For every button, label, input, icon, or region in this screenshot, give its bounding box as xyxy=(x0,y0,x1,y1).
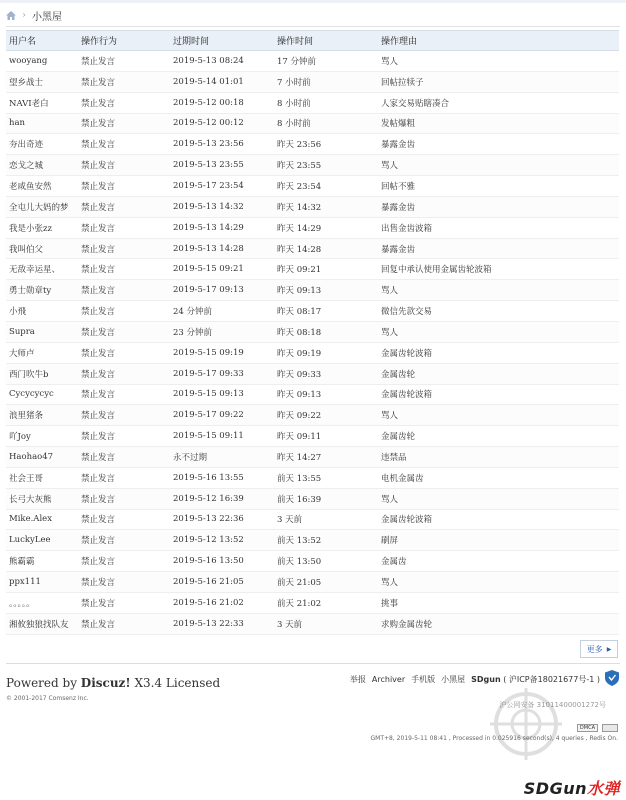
cell-reason: 金属齿轮波箱 xyxy=(378,384,619,405)
cell-optime: 昨天 09:33 xyxy=(274,363,378,384)
dmca-badge[interactable]: DMCA xyxy=(577,724,598,732)
table-row xyxy=(6,551,619,572)
table-row xyxy=(6,447,619,468)
cell-reason: 骂人 xyxy=(378,405,619,426)
top-bar xyxy=(0,0,626,3)
cell-reason: 回帖不雅 xyxy=(378,176,619,197)
cell-user[interactable]: 浪里猪条 xyxy=(6,405,78,426)
cell-user[interactable]: 夯出奇迹 xyxy=(6,134,78,155)
cell-optime: 昨天 09:13 xyxy=(274,384,378,405)
cell-optime: 昨天 23:56 xyxy=(274,134,378,155)
site-icp: ( 沪ICP备18021677号-1 ) xyxy=(503,675,600,684)
cell-expire: 2019-5-16 13:50 xyxy=(170,551,274,572)
table-row xyxy=(6,405,619,426)
cell-optime: 前天 16:39 xyxy=(274,488,378,509)
footer-link-mobile[interactable]: 手机版 xyxy=(411,675,436,684)
table-row xyxy=(6,155,619,176)
cell-optime: 昨天 23:54 xyxy=(274,176,378,197)
cell-user[interactable]: 我是小张zz xyxy=(6,217,78,238)
cell-action: 禁止发言 xyxy=(78,259,170,280)
cell-optime: 8 小时前 xyxy=(274,92,378,113)
cell-optime: 昨天 09:13 xyxy=(274,280,378,301)
cell-expire: 2019-5-13 22:36 xyxy=(170,509,274,530)
cell-user[interactable]: 长弓大灰熊 xyxy=(6,488,78,509)
cell-user[interactable]: han xyxy=(6,113,78,134)
cell-expire: 2019-5-13 14:29 xyxy=(170,217,274,238)
cell-expire: 2019-5-12 13:52 xyxy=(170,530,274,551)
table-row xyxy=(6,363,619,384)
cell-user[interactable]: 大师卢 xyxy=(6,342,78,363)
cell-reason: 求购金属齿轮 xyxy=(378,613,619,634)
cell-reason: 骂人 xyxy=(378,155,619,176)
cell-user[interactable]: 。。。。。 xyxy=(6,592,78,613)
cell-user[interactable]: 无敌幸运星、 xyxy=(6,259,78,280)
cell-reason: 暴露金齿 xyxy=(378,238,619,259)
table-row xyxy=(6,467,619,488)
cell-reason: 挑事 xyxy=(378,592,619,613)
cell-action: 禁止发言 xyxy=(78,217,170,238)
cell-expire: 2019-5-13 23:55 xyxy=(170,155,274,176)
cell-action: 禁止发言 xyxy=(78,426,170,447)
cell-optime: 3 天前 xyxy=(274,509,378,530)
cell-reason: 暴露金齿 xyxy=(378,134,619,155)
cell-expire: 23 分钟前 xyxy=(170,321,274,342)
cell-optime: 前天 13:55 xyxy=(274,467,378,488)
cell-user[interactable]: NAVI老白 xyxy=(6,92,78,113)
watermark-part-a: SDGun xyxy=(523,779,587,798)
table-row xyxy=(6,217,619,238)
cell-action: 禁止发言 xyxy=(78,488,170,509)
cell-user[interactable]: Supra xyxy=(6,321,78,342)
cell-reason: 电机金属齿 xyxy=(378,467,619,488)
table-row xyxy=(6,384,619,405)
cell-reason: 金属齿轮波箱 xyxy=(378,342,619,363)
watermark-text xyxy=(524,776,620,799)
cell-user[interactable]: 社会王哥 xyxy=(6,467,78,488)
cell-reason: 刷屏 xyxy=(378,530,619,551)
cell-optime: 前天 21:05 xyxy=(274,572,378,593)
cell-expire: 2019-5-16 21:02 xyxy=(170,592,274,613)
cell-expire: 2019-5-12 00:18 xyxy=(170,92,274,113)
cell-optime: 昨天 14:29 xyxy=(274,217,378,238)
table-header-row xyxy=(6,31,619,51)
cell-action: 禁止发言 xyxy=(78,509,170,530)
cell-action: 禁止发言 xyxy=(78,196,170,217)
cell-reason: 金属齿轮 xyxy=(378,426,619,447)
table-row xyxy=(6,280,619,301)
more-button-label: 更多 xyxy=(586,644,603,654)
cell-action: 禁止发言 xyxy=(78,447,170,468)
cell-reason: 回复中承认使用金属齿轮波箱 xyxy=(378,259,619,280)
watermark-crosshair-icon xyxy=(490,688,562,760)
cell-action: 禁止发言 xyxy=(78,551,170,572)
cell-action: 禁止发言 xyxy=(78,238,170,259)
cell-user[interactable]: 吖Joy xyxy=(6,426,78,447)
cell-reason: 骂人 xyxy=(378,51,619,72)
table-row xyxy=(6,488,619,509)
cell-reason: 金属齿 xyxy=(378,551,619,572)
cell-expire: 2019-5-15 09:11 xyxy=(170,426,274,447)
cell-expire: 2019-5-15 09:13 xyxy=(170,384,274,405)
cell-expire: 永不过期 xyxy=(170,447,274,468)
cell-optime: 昨天 09:22 xyxy=(274,405,378,426)
cell-expire: 2019-5-12 16:39 xyxy=(170,488,274,509)
cell-expire: 2019-5-17 23:54 xyxy=(170,176,274,197)
cell-action: 禁止发言 xyxy=(78,92,170,113)
header-reason: 操作理由 xyxy=(378,31,619,51)
cell-optime: 7 小时前 xyxy=(274,71,378,92)
debug-info: GMT+8, 2019-5-11 08:41 , Processed in 0.025916 second(s), 4 queries , Redis On. xyxy=(370,735,618,742)
cell-optime: 3 天前 xyxy=(274,613,378,634)
cell-user[interactable]: Cycycycyc xyxy=(6,384,78,405)
shield-icon[interactable] xyxy=(605,670,619,686)
ban-list-table xyxy=(6,30,619,635)
security-badge-icon[interactable] xyxy=(602,724,618,732)
cell-expire: 2019-5-13 22:33 xyxy=(170,613,274,634)
table-row xyxy=(6,301,619,322)
table-row xyxy=(6,530,619,551)
cell-expire: 2019-5-14 01:01 xyxy=(170,71,274,92)
table-row xyxy=(6,592,619,613)
table-row xyxy=(6,509,619,530)
breadcrumb xyxy=(6,8,62,22)
footer-link-archiver[interactable]: Archiver xyxy=(371,675,406,684)
cell-action: 禁止发言 xyxy=(78,176,170,197)
cell-action: 禁止发言 xyxy=(78,342,170,363)
table-body xyxy=(6,51,619,635)
breadcrumb-current[interactable]: 小黑屋 xyxy=(32,11,62,23)
arrow-right-icon: ▶ xyxy=(606,645,612,653)
header-expire: 过期时间 xyxy=(170,31,274,51)
cell-optime: 17 分钟前 xyxy=(274,51,378,72)
cell-action: 禁止发言 xyxy=(78,467,170,488)
site-name: SDgun xyxy=(471,675,501,684)
cell-reason: 发帖爆粗 xyxy=(378,113,619,134)
cell-reason: 骂人 xyxy=(378,321,619,342)
footer-divider xyxy=(6,663,620,664)
table-row xyxy=(6,613,619,634)
cell-reason: 骂人 xyxy=(378,572,619,593)
police-record[interactable]: 沪公网安备 31011400001272号 xyxy=(499,701,606,709)
table-row xyxy=(6,113,619,134)
cell-user[interactable]: 西门吹牛b xyxy=(6,363,78,384)
cell-expire: 2019-5-16 13:55 xyxy=(170,467,274,488)
cell-user[interactable]: 我叫伯父 xyxy=(6,238,78,259)
cell-expire: 2019-5-15 09:21 xyxy=(170,259,274,280)
cell-user[interactable]: 熊霸霸 xyxy=(6,551,78,572)
cell-optime: 昨天 09:19 xyxy=(274,342,378,363)
table-row xyxy=(6,51,619,72)
table-row xyxy=(6,176,619,197)
cell-optime: 前天 13:50 xyxy=(274,551,378,572)
cell-optime: 昨天 14:32 xyxy=(274,196,378,217)
cell-user[interactable]: ppx111 xyxy=(6,572,78,593)
cell-optime: 昨天 14:27 xyxy=(274,447,378,468)
cell-reason: 出售金齿波箱 xyxy=(378,217,619,238)
cell-action: 禁止发言 xyxy=(78,613,170,634)
table-row xyxy=(6,196,619,217)
cell-user[interactable]: Haohao47 xyxy=(6,447,78,468)
cell-user[interactable]: wooyang xyxy=(6,51,78,72)
cell-reason: 金属齿轮波箱 xyxy=(378,509,619,530)
cell-optime: 前天 21:02 xyxy=(274,592,378,613)
powered-prefix: Powered by xyxy=(6,676,81,690)
powered-suffix: X3.4 Licensed xyxy=(130,676,221,690)
cell-user[interactable]: 全屯儿大妈的梦 xyxy=(6,196,78,217)
cell-expire: 2019-5-17 09:13 xyxy=(170,280,274,301)
cell-action: 禁止发言 xyxy=(78,405,170,426)
header-user: 用户名 xyxy=(6,31,78,51)
cell-expire: 2019-5-17 09:33 xyxy=(170,363,274,384)
more-button[interactable] xyxy=(580,640,618,658)
table-row xyxy=(6,238,619,259)
cell-optime: 昨天 08:18 xyxy=(274,321,378,342)
cell-action: 禁止发言 xyxy=(78,384,170,405)
cell-reason: 骂人 xyxy=(378,488,619,509)
cell-optime: 昨天 08:17 xyxy=(274,301,378,322)
cell-expire: 2019-5-13 14:28 xyxy=(170,238,274,259)
table-row xyxy=(6,134,619,155)
cell-expire: 2019-5-12 00:12 xyxy=(170,113,274,134)
footer-link-blacklist[interactable]: 小黑屋 xyxy=(441,675,466,684)
cell-expire: 2019-5-15 09:19 xyxy=(170,342,274,363)
header-optime: 操作时间 xyxy=(274,31,378,51)
cell-optime: 昨天 14:28 xyxy=(274,238,378,259)
cell-reason: 骂人 xyxy=(378,280,619,301)
footer-link-report[interactable]: 举报 xyxy=(349,675,366,684)
cell-action: 禁止发言 xyxy=(78,301,170,322)
cell-user[interactable]: 老咸鱼安然 xyxy=(6,176,78,197)
cell-optime: 昨天 09:11 xyxy=(274,426,378,447)
cell-optime: 昨天 23:55 xyxy=(274,155,378,176)
cell-optime: 昨天 09:21 xyxy=(274,259,378,280)
cell-action: 禁止发言 xyxy=(78,155,170,176)
cell-reason: 金属齿轮 xyxy=(378,363,619,384)
table-row xyxy=(6,572,619,593)
cell-expire: 2019-5-16 21:05 xyxy=(170,572,274,593)
table-row xyxy=(6,259,619,280)
cell-reason: 人家交易贴瞎凑合 xyxy=(378,92,619,113)
table-row xyxy=(6,426,619,447)
footer-site[interactable] xyxy=(471,674,600,685)
cell-user[interactable]: 湘攸独狼找队友 xyxy=(6,613,78,634)
header-action: 操作行为 xyxy=(78,31,170,51)
cell-optime: 前天 13:52 xyxy=(274,530,378,551)
powered-by xyxy=(6,676,220,690)
cell-action: 禁止发言 xyxy=(78,134,170,155)
cell-user[interactable]: 小飛 xyxy=(6,301,78,322)
table-row xyxy=(6,342,619,363)
table-row xyxy=(6,71,619,92)
cell-action: 禁止发言 xyxy=(78,280,170,301)
cell-user[interactable]: 恋戈之城 xyxy=(6,155,78,176)
cell-action: 禁止发言 xyxy=(78,363,170,384)
watermark-part-b: 水弹 xyxy=(586,779,620,798)
copyright: © 2001-2017 Comsenz Inc. xyxy=(6,695,89,702)
cell-expire: 24 分钟前 xyxy=(170,301,274,322)
cell-expire: 2019-5-13 14:32 xyxy=(170,196,274,217)
cell-action: 禁止发言 xyxy=(78,113,170,134)
powered-brand-link[interactable]: Discuz! xyxy=(80,676,131,690)
cell-action: 禁止发言 xyxy=(78,592,170,613)
cell-expire: 2019-5-13 08:24 xyxy=(170,51,274,72)
table-row xyxy=(6,321,619,342)
cell-action: 禁止发言 xyxy=(78,71,170,92)
cell-user[interactable]: LuckyLee xyxy=(6,530,78,551)
cell-expire: 2019-5-17 09:22 xyxy=(170,405,274,426)
cell-user[interactable]: 勇士勋章ty xyxy=(6,280,78,301)
cell-reason: 违禁品 xyxy=(378,447,619,468)
breadcrumb-divider xyxy=(6,26,620,27)
cell-expire: 2019-5-13 23:56 xyxy=(170,134,274,155)
cell-optime: 8 小时前 xyxy=(274,113,378,134)
cell-action: 禁止发言 xyxy=(78,51,170,72)
cell-user[interactable]: Mike.Alex xyxy=(6,509,78,530)
cell-reason: 回帖拉犊子 xyxy=(378,71,619,92)
cell-action: 禁止发言 xyxy=(78,572,170,593)
cell-user[interactable]: 望乡战士 xyxy=(6,71,78,92)
footer-links xyxy=(350,674,600,685)
breadcrumb-separator: › xyxy=(22,9,26,21)
table-row xyxy=(6,92,619,113)
cell-reason: 暴露金齿 xyxy=(378,196,619,217)
cell-reason: 微信先款交易 xyxy=(378,301,619,322)
cell-action: 禁止发言 xyxy=(78,321,170,342)
home-icon[interactable] xyxy=(6,11,16,20)
cell-action: 禁止发言 xyxy=(78,530,170,551)
